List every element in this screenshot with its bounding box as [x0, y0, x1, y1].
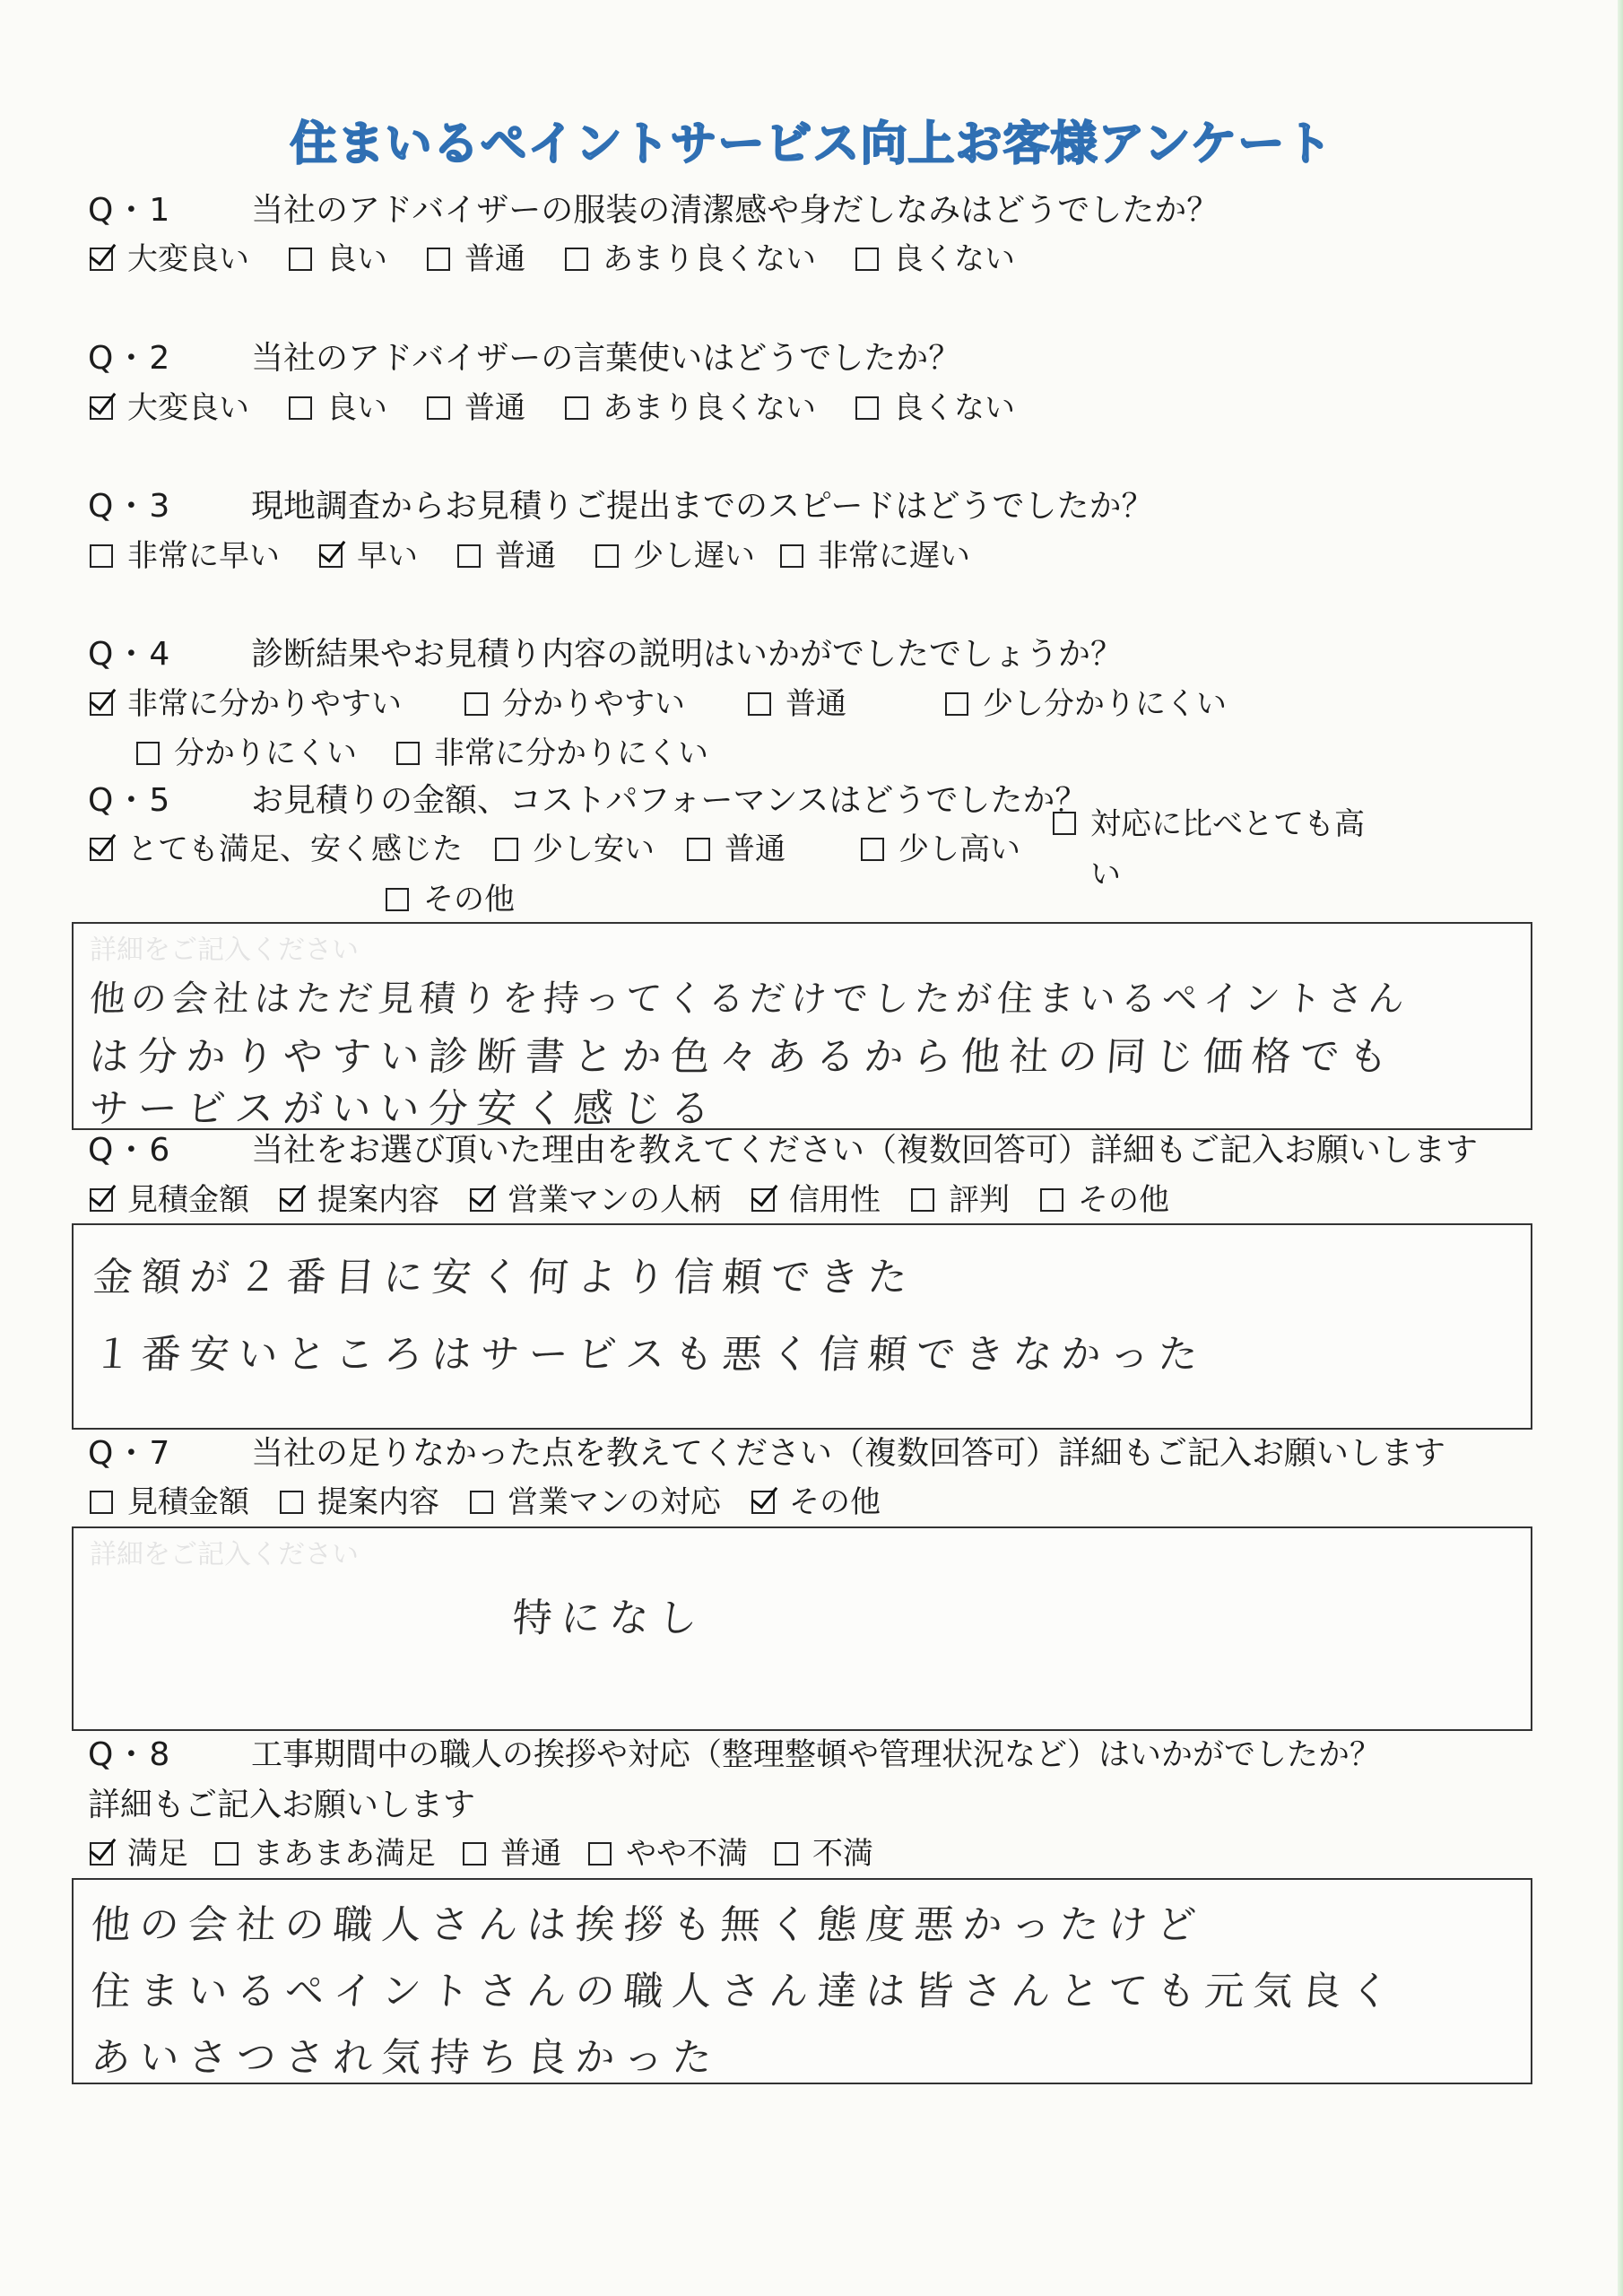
option-slightly-expensive[interactable]: 少し高い [861, 827, 1020, 872]
option-slightly-unclear[interactable]: 少し分かりにくい [945, 682, 1227, 726]
question-1 [88, 188, 1219, 233]
survey-title: 住まいるペイントサービス向上お客様アンケート [290, 117, 1333, 171]
checkbox[interactable] [215, 1842, 239, 1866]
question-text: 当社の足りなかった点を教えてください（複数回答可）詳細もご記入お願いします [251, 1435, 1446, 1472]
checkbox[interactable] [386, 888, 409, 911]
option-other[interactable]: その他 [1040, 1178, 1169, 1222]
option-normal[interactable]: 普通 [427, 386, 525, 430]
question-5 [88, 778, 1087, 823]
checkbox[interactable] [457, 544, 481, 568]
options-q8 [90, 1831, 913, 1876]
option-good[interactable]: 良い [289, 237, 387, 282]
option-normal[interactable]: 普通 [427, 237, 525, 282]
option-proposal[interactable]: 提案内容 [280, 1480, 439, 1525]
checkbox[interactable] [464, 692, 488, 716]
option-very-good[interactable]: 大変良い [90, 237, 249, 282]
checkbox[interactable] [751, 1188, 775, 1212]
option-not-good[interactable]: 良くない [855, 386, 1015, 430]
checkbox[interactable] [427, 248, 450, 271]
options-q2 [90, 386, 1055, 430]
question-number: Q・4 [88, 636, 172, 673]
options-q6 [90, 1178, 1209, 1222]
question-text: お見積りの金額、コストパフォーマンスはどうでしたか？ [251, 782, 1088, 819]
checkbox[interactable] [470, 1188, 493, 1212]
question-text: 当社をお選び頂いた理由を教えてください（複数回答可）詳細もご記入お願いします [251, 1132, 1479, 1169]
option-estimate-amount[interactable]: 見積金額 [90, 1480, 249, 1525]
option-reputation[interactable]: 評判 [911, 1178, 1010, 1222]
checkbox[interactable] [90, 544, 113, 568]
checkbox[interactable] [565, 248, 588, 271]
question-8 [88, 1733, 1381, 1778]
comment-line: 特になし [510, 1596, 708, 1641]
comment-line: サービスがいい分安く感じる [87, 1086, 721, 1132]
options-q3 [90, 534, 1010, 578]
checkbox[interactable] [396, 742, 420, 765]
question-text: 現地調査からお見積りご提出までのスピードはどうでしたか？ [251, 488, 1154, 525]
comment-line: 金額が２番目に安く何より信頼できた [91, 1255, 918, 1300]
checkbox[interactable] [90, 1188, 113, 1212]
option-proposal[interactable]: 提案内容 [280, 1178, 439, 1222]
option-expensive-for-service[interactable]: 対応に比べとても高い [1053, 799, 1376, 900]
checkbox[interactable] [289, 248, 312, 271]
checkbox[interactable] [136, 742, 160, 765]
question-number: Q・8 [88, 1736, 172, 1773]
option-clear[interactable]: 分かりやすい [464, 682, 685, 726]
option-sales-personality[interactable]: 営業マンの人柄 [470, 1178, 721, 1222]
option-other[interactable]: その他 [751, 1480, 881, 1525]
options-q1 [90, 237, 1055, 282]
checkbox[interactable] [1053, 812, 1076, 835]
question-number: Q・2 [88, 340, 172, 377]
comment-line: １番安いところはサービスも悪く信頼できなかった [91, 1332, 1209, 1378]
option-very-satisfied[interactable]: とても満足、安く感じた [90, 827, 463, 872]
option-normal[interactable]: 普通 [687, 827, 785, 872]
checkbox[interactable] [861, 838, 884, 861]
checkbox[interactable] [595, 544, 619, 568]
checkbox[interactable] [687, 838, 710, 861]
comment-line: あいさつされ気持ち良かった [89, 2035, 723, 2081]
comment-box-q6[interactable] [72, 1223, 1532, 1430]
question-8-subtext: 詳細もご記入お願いします [88, 1787, 476, 1823]
checkbox[interactable] [90, 248, 113, 271]
question-2 [88, 336, 960, 381]
option-very-unclear[interactable]: 非常に分かりにくい [396, 731, 708, 776]
checkbox[interactable] [280, 1491, 303, 1514]
question-4 [88, 632, 1123, 677]
checkbox[interactable] [775, 1842, 798, 1866]
question-number: Q・6 [88, 1132, 172, 1169]
checkbox[interactable] [945, 692, 968, 716]
option-normal[interactable]: 普通 [463, 1831, 561, 1876]
option-unclear[interactable]: 分かりにくい [136, 731, 357, 776]
comment-line: 他の会社の職人さんは挨拶も無く態度悪かったけど [89, 1902, 1207, 1948]
options-q4-row1 [90, 682, 1266, 726]
option-not-very-good[interactable]: あまり良くない [565, 237, 816, 282]
option-fairly-satisfied[interactable]: まあまあ満足 [215, 1831, 436, 1876]
option-other[interactable]: その他 [386, 877, 515, 922]
comment-box-q8[interactable] [72, 1878, 1532, 2084]
option-estimate-amount[interactable]: 見積金額 [90, 1178, 249, 1222]
option-credibility[interactable]: 信用性 [751, 1178, 881, 1222]
checkbox[interactable] [855, 396, 879, 420]
question-number: Q・1 [88, 192, 172, 229]
checkbox[interactable] [495, 838, 518, 861]
option-not-good[interactable]: 良くない [855, 237, 1015, 282]
option-fast[interactable]: 早い [319, 534, 418, 578]
checkbox[interactable] [90, 692, 113, 716]
checkbox[interactable] [427, 396, 450, 420]
comment-line: 住まいるペイントさんの職人さん達は皆さんとても元気良く [89, 1969, 1401, 2014]
comment-line: 他の会社はただ見積りを持ってくるだけでしたが住まいるペイントさん [88, 978, 1411, 1020]
checkbox[interactable] [751, 1491, 775, 1514]
options-q5-row1 [90, 806, 1376, 892]
option-slightly-cheap[interactable]: 少し安い [495, 827, 655, 872]
checkbox[interactable] [280, 1188, 303, 1212]
option-very-slow[interactable]: 非常に遅い [780, 534, 970, 578]
comment-line: は分かりやすい診断書とか色々あるから他社の同じ価格でも [87, 1034, 1399, 1080]
comment-placeholder: 詳細をご記入ください [90, 1539, 359, 1570]
checkbox[interactable] [289, 396, 312, 420]
question-7 [88, 1431, 1445, 1476]
option-very-fast[interactable]: 非常に早い [90, 534, 280, 578]
option-slightly-slow[interactable]: 少し遅い [595, 534, 755, 578]
checkbox[interactable] [565, 396, 588, 420]
option-dissatisfied[interactable]: 不満 [775, 1831, 873, 1876]
page-edge [1618, 0, 1623, 2296]
option-not-very-good[interactable]: あまり良くない [565, 386, 816, 430]
checkbox[interactable] [90, 838, 113, 861]
checkbox[interactable] [319, 544, 343, 568]
checkbox[interactable] [90, 1491, 113, 1514]
question-6 [88, 1128, 1478, 1173]
option-very-clear[interactable]: 非常に分かりやすい [90, 682, 402, 726]
comment-placeholder: 詳細をご記入ください [90, 935, 359, 966]
question-text: 診断結果やお見積り内容の説明はいかがでしたでしょうか？ [251, 636, 1124, 673]
checkbox[interactable] [470, 1491, 493, 1514]
option-normal[interactable]: 普通 [748, 682, 846, 726]
option-somewhat-dissatisfied[interactable]: やや不満 [588, 1831, 748, 1876]
options-q4-row2 [136, 731, 748, 776]
checkbox[interactable] [748, 692, 771, 716]
option-very-good[interactable]: 大変良い [90, 386, 249, 430]
option-normal[interactable]: 普通 [457, 534, 556, 578]
checkbox[interactable] [90, 1842, 113, 1866]
question-text: 工事期間中の職人の挨拶や対応（整理整頓や管理状況など）はいかがでしたか？ [251, 1737, 1382, 1773]
question-3 [88, 484, 1154, 529]
checkbox[interactable] [1040, 1188, 1063, 1212]
option-satisfied[interactable]: 満足 [90, 1831, 188, 1876]
checkbox[interactable] [588, 1842, 612, 1866]
question-text: 当社のアドバイザーの服装の清潔感や身だしなみはどうでしたか？ [251, 192, 1219, 229]
option-good[interactable]: 良い [289, 386, 387, 430]
option-sales-response[interactable]: 営業マンの対応 [470, 1480, 721, 1525]
checkbox[interactable] [463, 1842, 486, 1866]
checkbox[interactable] [855, 248, 879, 271]
checkbox[interactable] [780, 544, 803, 568]
options-q7 [90, 1480, 920, 1525]
comment-box-q5[interactable] [72, 922, 1532, 1130]
checkbox[interactable] [911, 1188, 934, 1212]
question-text: 当社のアドバイザーの言葉使いはどうでしたか？ [251, 340, 961, 377]
checkbox[interactable] [90, 396, 113, 420]
question-number: Q・3 [88, 488, 172, 525]
comment-box-q7[interactable] [72, 1526, 1532, 1731]
question-number: Q・7 [88, 1435, 172, 1472]
question-number: Q・5 [88, 782, 172, 819]
